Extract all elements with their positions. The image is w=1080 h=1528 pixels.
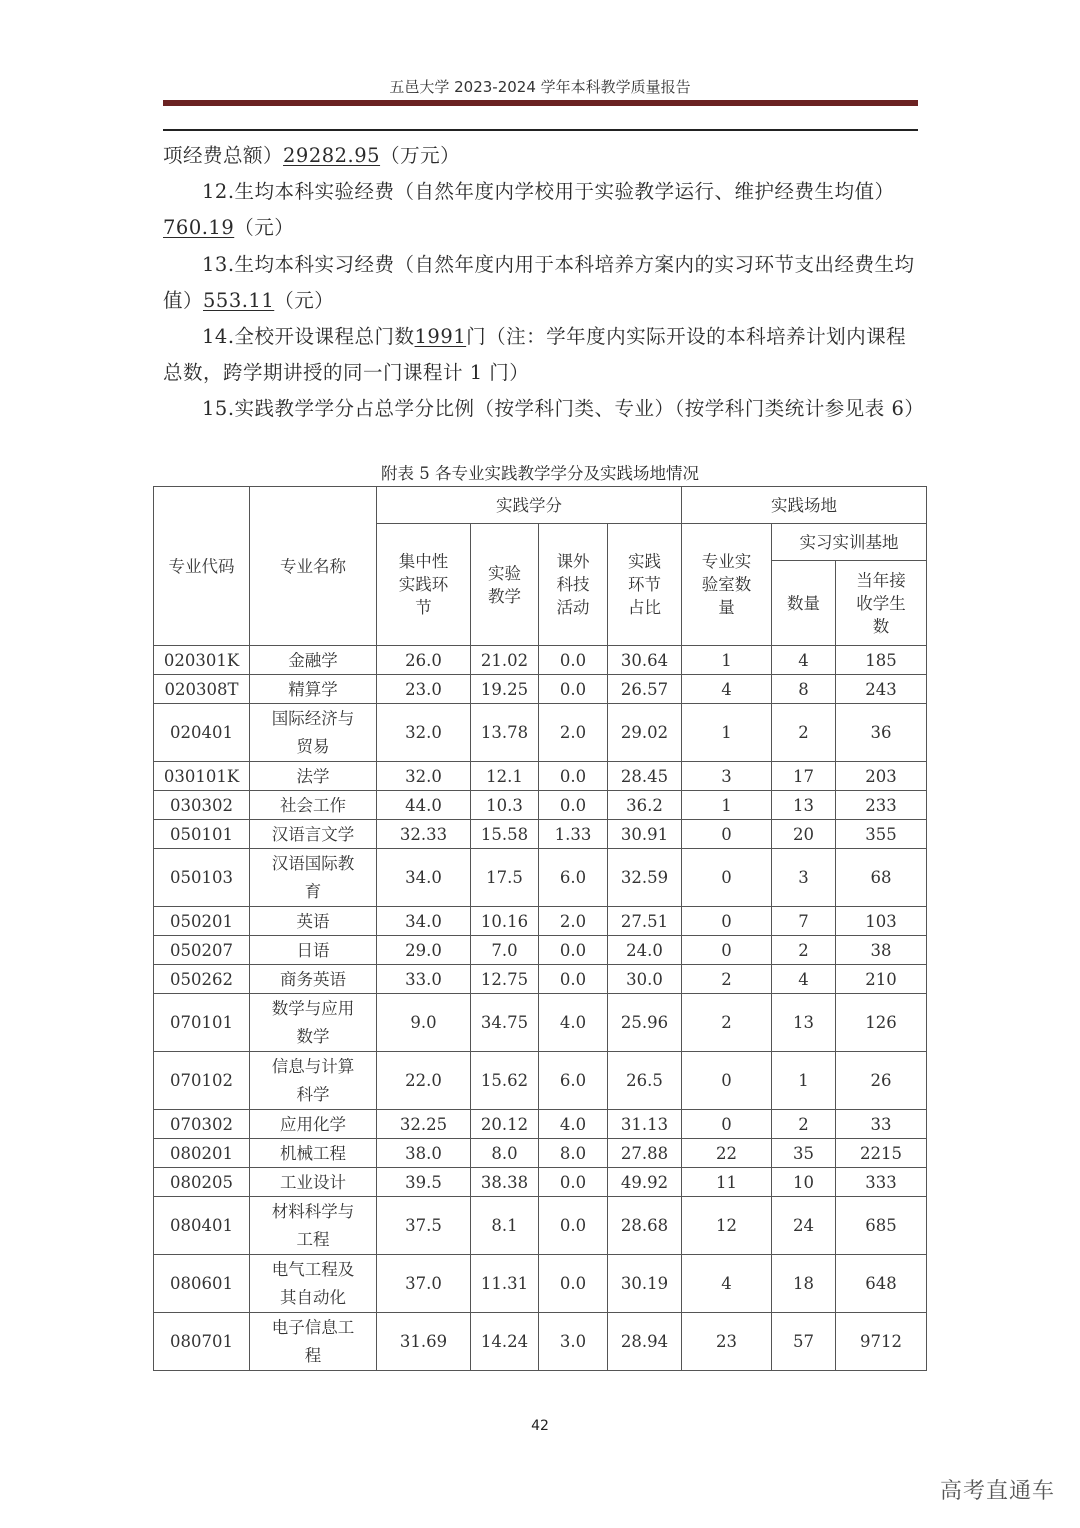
table-row (154, 762, 927, 791)
cell-extracurricular: 8.0 (539, 1139, 608, 1168)
table-row (154, 907, 927, 936)
header-extracurricular: 课外科技活动 (539, 524, 608, 646)
cell-code: 080401 (154, 1197, 250, 1255)
cell-base-count: 10 (772, 1168, 836, 1197)
table-row (154, 1052, 927, 1110)
header-base-group: 实习实训基地 (772, 524, 927, 561)
table-row (154, 965, 927, 994)
table-caption: 附表 5 各专业实践教学学分及实践场地情况 (381, 464, 699, 483)
cell-name: 法学 (250, 762, 377, 791)
paragraph-14: 14.全校开设课程总门数1991门（注：学年度内实际开设的本科培养计划内课程总数，跨学期讲授的同一门课程计 1 门） (163, 325, 907, 385)
cell-extracurricular: 0.0 (539, 675, 608, 704)
cell-base-count: 4 (772, 646, 836, 675)
cell-lab-count: 1 (682, 646, 772, 675)
header-rule-black (163, 129, 918, 131)
cell-extracurricular: 0.0 (539, 936, 608, 965)
cell-students: 355 (836, 820, 927, 849)
cell-code: 030101K (154, 762, 250, 791)
cell-experiment: 7.0 (471, 936, 539, 965)
header-credits-group: 实践学分 (377, 487, 682, 524)
cell-base-count: 1 (772, 1052, 836, 1110)
table-row (154, 1313, 927, 1371)
cell-ratio: 36.2 (608, 791, 682, 820)
cell-experiment: 15.62 (471, 1052, 539, 1110)
cell-lab-count: 4 (682, 675, 772, 704)
cell-experiment: 11.31 (471, 1255, 539, 1313)
cell-ratio: 27.88 (608, 1139, 682, 1168)
cell-code: 070102 (154, 1052, 250, 1110)
course-count-value: 1991 (414, 325, 467, 349)
header-code: 专业代码 (154, 487, 250, 646)
cell-experiment: 38.38 (471, 1168, 539, 1197)
cell-lab-count: 2 (682, 965, 772, 994)
cell-extracurricular: 2.0 (539, 907, 608, 936)
cell-lab-count: 22 (682, 1139, 772, 1168)
cell-name: 商务英语 (250, 965, 377, 994)
header-name: 专业名称 (250, 487, 377, 646)
cell-students: 36 (836, 704, 927, 762)
cell-code: 050262 (154, 965, 250, 994)
cell-name: 金融学 (250, 646, 377, 675)
cell-concentrated: 44.0 (377, 791, 471, 820)
cell-experiment: 10.3 (471, 791, 539, 820)
cell-name: 国际经济与贸易 (250, 704, 377, 762)
cell-base-count: 35 (772, 1139, 836, 1168)
cell-ratio: 26.57 (608, 675, 682, 704)
cell-ratio: 25.96 (608, 994, 682, 1052)
cell-experiment: 20.12 (471, 1110, 539, 1139)
table-row (154, 675, 927, 704)
cell-students: 233 (836, 791, 927, 820)
cell-experiment: 15.58 (471, 820, 539, 849)
practice-credits-table (153, 486, 927, 1371)
cell-base-count: 7 (772, 907, 836, 936)
cell-experiment: 10.16 (471, 907, 539, 936)
cell-students: 26 (836, 1052, 927, 1110)
table-row (154, 646, 927, 675)
cell-ratio: 28.45 (608, 762, 682, 791)
cell-concentrated: 29.0 (377, 936, 471, 965)
cell-name: 日语 (250, 936, 377, 965)
cell-students: 68 (836, 849, 927, 907)
cell-name: 社会工作 (250, 791, 377, 820)
table-row (154, 791, 927, 820)
cell-ratio: 30.91 (608, 820, 682, 849)
header-sites-group: 实践场地 (682, 487, 927, 524)
cell-lab-count: 1 (682, 791, 772, 820)
cell-base-count: 20 (772, 820, 836, 849)
cell-concentrated: 39.5 (377, 1168, 471, 1197)
cell-experiment: 12.1 (471, 762, 539, 791)
cell-students: 685 (836, 1197, 927, 1255)
cell-base-count: 3 (772, 849, 836, 907)
cell-students: 2215 (836, 1139, 927, 1168)
cell-base-count: 8 (772, 675, 836, 704)
cell-base-count: 57 (772, 1313, 836, 1371)
cell-students: 33 (836, 1110, 927, 1139)
table-row (154, 936, 927, 965)
cell-experiment: 21.02 (471, 646, 539, 675)
cell-base-count: 2 (772, 704, 836, 762)
cell-concentrated: 32.0 (377, 704, 471, 762)
header-concentrated: 集中性实践环节 (377, 524, 471, 646)
cell-experiment: 13.78 (471, 704, 539, 762)
cell-ratio: 28.68 (608, 1197, 682, 1255)
cell-lab-count: 0 (682, 907, 772, 936)
cell-students: 243 (836, 675, 927, 704)
cell-concentrated: 33.0 (377, 965, 471, 994)
cell-name: 工业设计 (250, 1168, 377, 1197)
cell-concentrated: 31.69 (377, 1313, 471, 1371)
cell-concentrated: 22.0 (377, 1052, 471, 1110)
cell-extracurricular: 6.0 (539, 1052, 608, 1110)
paragraph-13: 13.生均本科实习经费（自然年度内用于本科培养方案内的实习环节支出经费生均值）553.11（元） (163, 252, 915, 312)
cell-experiment: 12.75 (471, 965, 539, 994)
table-row (154, 820, 927, 849)
cell-concentrated: 37.5 (377, 1197, 471, 1255)
cell-name: 电子信息工程 (250, 1313, 377, 1371)
cell-concentrated: 9.0 (377, 994, 471, 1052)
cell-ratio: 30.0 (608, 965, 682, 994)
cell-ratio: 49.92 (608, 1168, 682, 1197)
cell-experiment: 34.75 (471, 994, 539, 1052)
table-row (154, 1255, 927, 1313)
cell-ratio: 24.0 (608, 936, 682, 965)
header-students-received: 当年接收学生数 (836, 561, 927, 646)
cell-base-count: 13 (772, 791, 836, 820)
cell-extracurricular: 0.0 (539, 646, 608, 675)
cell-lab-count: 0 (682, 820, 772, 849)
cell-lab-count: 0 (682, 936, 772, 965)
cell-name: 汉语言文学 (250, 820, 377, 849)
total-funding-value: 29282.95 (283, 144, 381, 167)
internship-funding-value: 553.11 (203, 288, 275, 312)
header-base-count: 数量 (772, 561, 836, 646)
cell-lab-count: 4 (682, 1255, 772, 1313)
cell-code: 050101 (154, 820, 250, 849)
cell-extracurricular: 4.0 (539, 994, 608, 1052)
cell-extracurricular: 0.0 (539, 1197, 608, 1255)
cell-students: 126 (836, 994, 927, 1052)
cell-students: 103 (836, 907, 927, 936)
cell-lab-count: 1 (682, 704, 772, 762)
cell-ratio: 27.51 (608, 907, 682, 936)
cell-concentrated: 32.33 (377, 820, 471, 849)
cell-ratio: 30.19 (608, 1255, 682, 1313)
table-row (154, 994, 927, 1052)
cell-lab-count: 0 (682, 849, 772, 907)
cell-code: 080205 (154, 1168, 250, 1197)
cell-experiment: 17.5 (471, 849, 539, 907)
cell-code: 070302 (154, 1110, 250, 1139)
cell-students: 333 (836, 1168, 927, 1197)
cell-extracurricular: 0.0 (539, 1255, 608, 1313)
cell-code: 030302 (154, 791, 250, 820)
cell-name: 信息与计算科学 (250, 1052, 377, 1110)
table-row (154, 704, 927, 762)
cell-concentrated: 34.0 (377, 907, 471, 936)
cell-name: 英语 (250, 907, 377, 936)
cell-name: 精算学 (250, 675, 377, 704)
cell-name: 数学与应用数学 (250, 994, 377, 1052)
cell-code: 050201 (154, 907, 250, 936)
cell-base-count: 2 (772, 936, 836, 965)
cell-extracurricular: 4.0 (539, 1110, 608, 1139)
cell-code: 020401 (154, 704, 250, 762)
paragraph-12: 12.生均本科实验经费（自然年度内学校用于实验教学运行、维护经费生均值）760.19（元） (163, 180, 895, 240)
cell-base-count: 24 (772, 1197, 836, 1255)
table-row (154, 1168, 927, 1197)
cell-extracurricular: 0.0 (539, 791, 608, 820)
cell-code: 080201 (154, 1139, 250, 1168)
cell-ratio: 31.13 (608, 1110, 682, 1139)
paragraph-11-tail: 项经费总额）29282.95（万元） (163, 144, 461, 167)
cell-extracurricular: 3.0 (539, 1313, 608, 1371)
cell-code: 080601 (154, 1255, 250, 1313)
cell-students: 210 (836, 965, 927, 994)
cell-name: 应用化学 (250, 1110, 377, 1139)
cell-concentrated: 32.25 (377, 1110, 471, 1139)
header-rule-maroon (163, 100, 918, 106)
cell-ratio: 28.94 (608, 1313, 682, 1371)
cell-lab-count: 3 (682, 762, 772, 791)
cell-extracurricular: 0.0 (539, 965, 608, 994)
cell-students: 9712 (836, 1313, 927, 1371)
cell-lab-count: 2 (682, 994, 772, 1052)
header-lab-count: 专业实验室数量 (682, 524, 772, 646)
cell-experiment: 19.25 (471, 675, 539, 704)
table-row (154, 1197, 927, 1255)
cell-ratio: 30.64 (608, 646, 682, 675)
cell-concentrated: 32.0 (377, 762, 471, 791)
cell-extracurricular: 0.0 (539, 1168, 608, 1197)
header-ratio: 实践环节占比 (608, 524, 682, 646)
cell-name: 汉语国际教育 (250, 849, 377, 907)
cell-extracurricular: 6.0 (539, 849, 608, 907)
cell-concentrated: 34.0 (377, 849, 471, 907)
cell-name: 电气工程及其自动化 (250, 1255, 377, 1313)
cell-name: 材料科学与工程 (250, 1197, 377, 1255)
cell-code: 020301K (154, 646, 250, 675)
cell-extracurricular: 1.33 (539, 820, 608, 849)
cell-students: 648 (836, 1255, 927, 1313)
cell-name: 机械工程 (250, 1139, 377, 1168)
cell-base-count: 2 (772, 1110, 836, 1139)
page-number: 42 (531, 1418, 549, 1434)
cell-code: 050207 (154, 936, 250, 965)
header-experiment: 实验教学 (471, 524, 539, 646)
cell-base-count: 13 (772, 994, 836, 1052)
report-header-title: 五邑大学 2023-2024 学年本科教学质量报告 (389, 78, 691, 96)
cell-lab-count: 11 (682, 1168, 772, 1197)
cell-ratio: 26.5 (608, 1052, 682, 1110)
cell-experiment: 14.24 (471, 1313, 539, 1371)
cell-concentrated: 37.0 (377, 1255, 471, 1313)
cell-code: 020308T (154, 675, 250, 704)
table-row (154, 1139, 927, 1168)
cell-concentrated: 38.0 (377, 1139, 471, 1168)
cell-lab-count: 12 (682, 1197, 772, 1255)
cell-students: 203 (836, 762, 927, 791)
paragraph-15: 15.实践教学学分占总学分比例（按学科门类、专业）（按学科门类统计参见表 6） (202, 397, 925, 421)
table-body (154, 646, 927, 1371)
cell-base-count: 4 (772, 965, 836, 994)
cell-lab-count: 0 (682, 1110, 772, 1139)
cell-base-count: 17 (772, 762, 836, 791)
cell-lab-count: 23 (682, 1313, 772, 1371)
experiment-funding-value: 760.19 (163, 216, 235, 240)
cell-concentrated: 23.0 (377, 675, 471, 704)
cell-students: 38 (836, 936, 927, 965)
watermark: 高考直通车 (940, 1479, 1056, 1504)
body-text (163, 138, 925, 428)
cell-code: 080701 (154, 1313, 250, 1371)
cell-ratio: 29.02 (608, 704, 682, 762)
table-row (154, 849, 927, 907)
cell-ratio: 32.59 (608, 849, 682, 907)
cell-base-count: 18 (772, 1255, 836, 1313)
cell-extracurricular: 2.0 (539, 704, 608, 762)
cell-students: 185 (836, 646, 927, 675)
cell-concentrated: 26.0 (377, 646, 471, 675)
cell-lab-count: 0 (682, 1052, 772, 1110)
cell-experiment: 8.0 (471, 1139, 539, 1168)
cell-experiment: 8.1 (471, 1197, 539, 1255)
cell-code: 050103 (154, 849, 250, 907)
table-row (154, 1110, 927, 1139)
cell-extracurricular: 0.0 (539, 762, 608, 791)
cell-code: 070101 (154, 994, 250, 1052)
